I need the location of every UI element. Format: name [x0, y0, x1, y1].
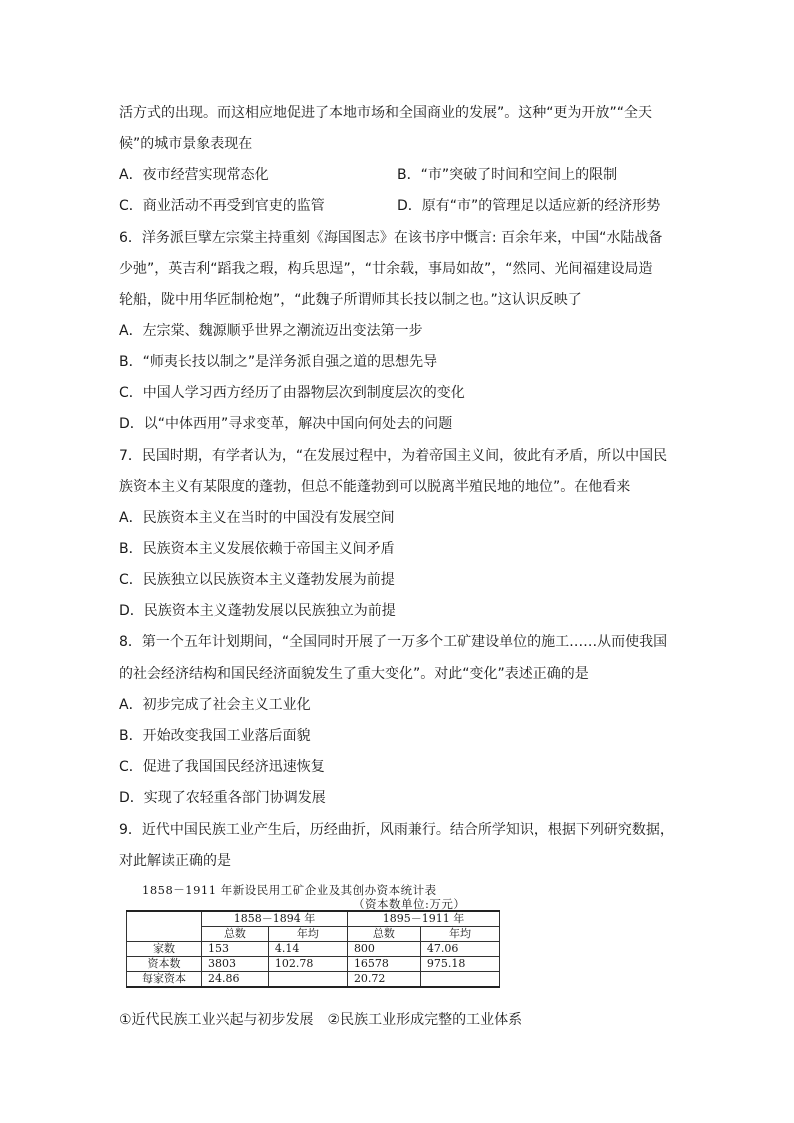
q5-stem-line-1: 活方式的出现。而这相应地促进了本地市场和全国商业的发展”。这种“更为开放”“全天: [119, 105, 653, 121]
q6-option-b: B．“师夷长技以制之”是洋务派自强之道的思想先导: [119, 354, 438, 370]
q6-stem-line-1: 6．洋务派巨擘左宗棠主持重刻《海国图志》在该书序中慨言: 百余年来，中国“水陆战备: [119, 230, 663, 246]
subheader-average-1: 年均: [268, 927, 347, 942]
row-label: 资本数: [127, 957, 202, 972]
q9-statements: ①近代民族工业兴起与初步发展 ②民族工业形成完整的工业体系: [119, 1012, 523, 1028]
table-cell: [268, 972, 347, 988]
q7-option-d: D．民族资本主义蓬勃发展以民族独立为前提: [119, 603, 396, 619]
q8-option-b: B．开始改变我国工业落后面貌: [119, 728, 311, 744]
row-label: 每家资本: [127, 972, 202, 988]
q5-option-a: A．夜市经营实现常态化: [119, 167, 269, 183]
table-cell: 24.86: [202, 972, 269, 988]
subheader-total-1: 总数: [202, 927, 269, 942]
table-row: [127, 957, 500, 972]
row-label: 家数: [127, 942, 202, 957]
table-cell: 153: [202, 942, 269, 957]
q7-option-c: C．民族独立以民族资本主义蓬勃发展为前提: [119, 572, 395, 588]
q6-option-a: A．左宗棠、魏源顺乎世界之潮流迈出变法第一步: [119, 323, 423, 339]
q6-option-c: C．中国人学习西方经历了由器物层次到制度层次的变化: [119, 385, 465, 401]
q8-option-c: C．促进了我国国民经济迅速恢复: [119, 759, 325, 775]
table-cell: 4.14: [268, 942, 347, 957]
table-cell: 47.06: [420, 942, 499, 957]
q7-stem-line-2: 族资本主义有某限度的蓬勃，但总不能蓬勃到可以脱离半殖民地的地位”。在他看来: [119, 479, 631, 495]
subheader-average-2: 年均: [420, 927, 499, 942]
q8-option-a: A．初步完成了社会主义工业化: [119, 697, 311, 713]
table-cell: 3803: [202, 957, 269, 972]
q7-option-b: B．民族资本主义发展依赖于帝国主义间矛盾: [119, 541, 395, 557]
q5-stem-line-2: 候”的城市景象表现在: [119, 136, 253, 152]
table-cell: 102.78: [268, 957, 347, 972]
q6-option-d: D．以“中体西用”寻求变革，解决中国向何处去的问题: [119, 416, 453, 432]
q8-stem-line-2: 的社会经济结构和国民经济面貌发生了重大变化”。对此“变化”表述正确的是: [119, 666, 589, 682]
table-unit-note: （资本数单位:万元）: [353, 897, 466, 911]
q7-stem-line-1: 7．民国时期，有学者认为，“在发展过程中，为着帝国主义间，彼此有矛盾，所以中国民: [119, 448, 668, 464]
table-cell: [420, 972, 499, 988]
table-cell: 20.72: [347, 972, 420, 988]
table-cell: 800: [347, 942, 420, 957]
table-header-row: [127, 911, 500, 927]
q6-stem-line-3: 轮船，陇中用华匠制枪炮”，“此魏子所谓师其长技以制之也。”这认识反映了: [119, 292, 582, 308]
q5-option-d: D．原有“市”的管理足以适应新的经济形势: [397, 198, 661, 214]
q8-stem-line-1: 8．第一个五年计划期间，“全国同时开展了一万多个工矿建设单位的施工……从而使我国: [119, 634, 668, 650]
table-cell: 975.18: [420, 957, 499, 972]
q5-option-c: C．商业活动不再受到官吏的监管: [119, 198, 325, 214]
table-cell: 16578: [347, 957, 420, 972]
enterprise-statistics-table: [126, 910, 500, 988]
q8-option-d: D．实现了农轻重各部门协调发展: [119, 790, 326, 806]
q7-option-a: A．民族资本主义在当时的中国没有发展空间: [119, 510, 395, 526]
q5-option-b: B．“市”突破了时间和空间上的限制: [397, 167, 618, 183]
table-title: 1858－1911 年新设民用工矿企业及其创办资本统计表: [142, 883, 437, 897]
q9-stem-line-1: 9．近代中国民族工业产生后，历经曲折，风雨兼行。结合所学知识，根据下列研究数据，: [119, 822, 674, 838]
table-row: [127, 972, 500, 988]
q9-stem-line-2: 对此解读正确的是: [119, 853, 231, 869]
table-corner-cell: [127, 911, 202, 942]
subheader-total-2: 总数: [347, 927, 420, 942]
q6-stem-line-2: 少弛”，英吉利“蹈我之瑕，构兵思逞”，“廿余载，事局如故”，“然同、光间福建设局造: [119, 261, 653, 277]
period-header-2: 1895－1911 年: [347, 911, 499, 927]
period-header-1: 1858－1894 年: [202, 911, 348, 927]
table-row: [127, 942, 500, 957]
